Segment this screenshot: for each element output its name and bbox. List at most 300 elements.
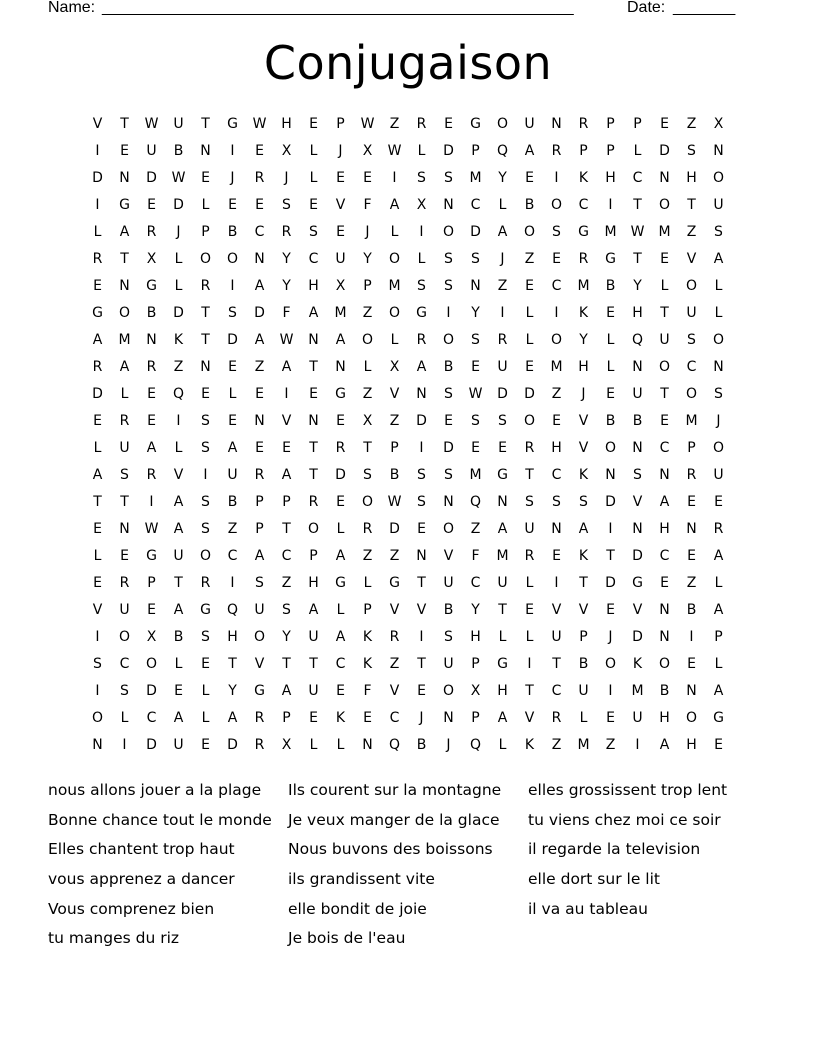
grid-letter: E — [255, 440, 264, 456]
grid-letter: T — [309, 359, 318, 375]
grid-letter: V — [524, 710, 535, 726]
grid-letter: A — [92, 467, 103, 483]
grid-letter: G — [146, 548, 157, 564]
grid-letter: A — [308, 305, 319, 321]
grid-letter: H — [578, 359, 589, 375]
grid-letter: O — [361, 332, 374, 348]
grid-letter: Q — [226, 602, 239, 618]
grid-letter: Q — [388, 737, 401, 753]
grid-letter: Z — [281, 575, 292, 591]
grid-letter: X — [713, 116, 724, 132]
grid-letter: S — [444, 278, 453, 294]
grid-letter: R — [254, 467, 265, 483]
grid-letter: C — [227, 548, 238, 564]
grid-letter: G — [200, 602, 211, 618]
grid-letter: E — [147, 197, 156, 213]
grid-letter: L — [606, 332, 615, 348]
grid-letter: N — [119, 278, 130, 294]
grid-letter: E — [228, 413, 237, 429]
grid-letter: B — [443, 359, 454, 375]
grid-letter: Y — [471, 305, 480, 321]
grid-letter: L — [498, 629, 507, 645]
grid-letter: Y — [471, 602, 480, 618]
grid-letter: E — [525, 170, 534, 186]
grid-letter: Y — [363, 251, 372, 267]
grid-letter: U — [686, 305, 697, 321]
grid-letter: U — [524, 521, 535, 537]
word-list-item: nous allons jouer a la plage — [48, 781, 262, 799]
grid-letter: I — [635, 737, 640, 753]
grid-letter: B — [578, 656, 589, 672]
grid-letter: S — [120, 683, 129, 699]
grid-letter: P — [579, 629, 588, 645]
grid-letter: A — [713, 548, 724, 564]
grid-letter: V — [92, 116, 103, 132]
grid-letter: N — [146, 332, 157, 348]
grid-letter: J — [176, 224, 181, 240]
grid-letter: G — [470, 116, 481, 132]
grid-letter: N — [443, 710, 454, 726]
grid-letter: Z — [686, 575, 697, 591]
grid-letter: D — [227, 332, 238, 348]
grid-letter: D — [389, 521, 400, 537]
grid-letter: G — [497, 656, 508, 672]
grid-letter: T — [282, 521, 291, 537]
grid-letter: E — [363, 710, 372, 726]
grid-letter: L — [228, 386, 237, 402]
grid-letter: S — [282, 197, 291, 213]
grid-letter: D — [443, 143, 454, 159]
grid-letter: E — [201, 656, 210, 672]
grid-letter: N — [632, 359, 643, 375]
grid-letter: D — [416, 413, 427, 429]
grid-letter: M — [685, 413, 698, 429]
grid-letter: P — [282, 710, 291, 726]
grid-letter: O — [145, 656, 158, 672]
grid-letter: D — [335, 467, 346, 483]
grid-letter: T — [309, 467, 318, 483]
grid-letter: E — [606, 710, 615, 726]
grid-letter: W — [387, 143, 402, 159]
grid-letter: B — [443, 602, 454, 618]
grid-row — [84, 678, 732, 705]
grid-letter: H — [308, 278, 319, 294]
grid-letter: A — [524, 143, 535, 159]
grid-letter: R — [362, 521, 373, 537]
grid-letter: O — [523, 224, 536, 240]
grid-letter: M — [577, 278, 590, 294]
grid-letter: I — [176, 413, 181, 429]
grid-letter: B — [146, 305, 157, 321]
grid-letter: O — [658, 656, 671, 672]
grid-letter: C — [146, 710, 157, 726]
grid-letter: H — [281, 116, 292, 132]
grid-letter: D — [146, 683, 157, 699]
grid-letter: A — [335, 548, 346, 564]
grid-letter: Q — [469, 494, 482, 510]
grid-letter: K — [362, 629, 373, 645]
grid-letter: A — [713, 683, 724, 699]
grid-letter: P — [147, 575, 156, 591]
word-list-item: tu viens chez moi ce soir — [528, 810, 721, 829]
grid-letter: T — [363, 440, 372, 456]
grid-letter: Z — [389, 656, 400, 672]
word-list-item: elles grossissent trop lent — [528, 781, 728, 799]
grid-letter: X — [146, 629, 157, 645]
grid-letter: Z — [389, 548, 400, 564]
grid-letter: Z — [524, 251, 535, 267]
grid-letter: L — [633, 143, 642, 159]
grid-letter: K — [578, 305, 589, 321]
grid-letter: R — [578, 116, 589, 132]
grid-letter: U — [524, 116, 535, 132]
grid-letter: N — [416, 548, 427, 564]
grid-letter: Y — [282, 629, 291, 645]
grid-letter: I — [689, 629, 694, 645]
grid-letter: D — [659, 143, 670, 159]
grid-letter: C — [551, 683, 562, 699]
grid-letter: Z — [686, 116, 697, 132]
grid-letter: L — [309, 170, 318, 186]
grid-letter: X — [281, 143, 292, 159]
grid-letter: E — [120, 548, 129, 564]
grid-letter: P — [579, 143, 588, 159]
grid-letter: N — [119, 521, 130, 537]
grid-letter: V — [551, 602, 562, 618]
word-list-column-3 — [528, 777, 768, 925]
grid-letter: L — [174, 278, 183, 294]
grid-letter: L — [174, 251, 183, 267]
grid-letter: U — [713, 467, 724, 483]
grid-letter: O — [91, 710, 104, 726]
grid-letter: N — [416, 386, 427, 402]
grid-letter: D — [524, 386, 535, 402]
grid-letter: E — [336, 494, 345, 510]
grid-letter: Y — [579, 332, 588, 348]
grid-letter: A — [281, 359, 292, 375]
grid-letter: N — [713, 143, 724, 159]
grid-letter: S — [687, 332, 696, 348]
grid-letter: W — [468, 386, 483, 402]
grid-letter: S — [525, 494, 534, 510]
grid-letter: N — [713, 359, 724, 375]
grid-letter: X — [335, 278, 346, 294]
grid-letter: C — [551, 467, 562, 483]
grid-letter: L — [390, 332, 399, 348]
grid-letter: L — [417, 251, 426, 267]
grid-letter: T — [525, 683, 534, 699]
grid-letter: U — [497, 575, 508, 591]
grid-letter: G — [92, 305, 103, 321]
grid-letter: E — [147, 386, 156, 402]
grid-letter: D — [443, 440, 454, 456]
grid-letter: I — [419, 440, 424, 456]
grid-letter: P — [714, 629, 723, 645]
grid-letter: R — [524, 548, 535, 564]
grid-letter: M — [469, 170, 482, 186]
grid-letter: I — [500, 305, 505, 321]
grid-letter: L — [714, 656, 723, 672]
grid-letter: I — [230, 575, 235, 591]
grid-row — [84, 705, 732, 732]
grid-letter: E — [417, 683, 426, 699]
grid-letter: E — [228, 359, 237, 375]
grid-letter: Z — [173, 359, 184, 375]
grid-letter: E — [714, 494, 723, 510]
grid-letter: N — [308, 332, 319, 348]
grid-letter: D — [605, 494, 616, 510]
grid-letter: U — [227, 467, 238, 483]
grid-letter: A — [173, 710, 184, 726]
grid-letter: P — [471, 143, 480, 159]
grid-letter: O — [361, 494, 374, 510]
grid-letter: V — [389, 683, 400, 699]
grid-letter: O — [712, 440, 725, 456]
grid-row — [84, 597, 732, 624]
grid-letter: E — [309, 116, 318, 132]
word-list — [48, 777, 768, 977]
grid-letter: P — [390, 440, 399, 456]
grid-letter: D — [173, 305, 184, 321]
grid-letter: L — [525, 629, 534, 645]
grid-letter: P — [606, 116, 615, 132]
grid-letter: D — [632, 548, 643, 564]
grid-letter: P — [471, 710, 480, 726]
grid-letter: Z — [686, 224, 697, 240]
grid-letter: P — [336, 116, 345, 132]
grid-letter: S — [552, 224, 561, 240]
grid-letter: E — [255, 197, 264, 213]
grid-letter: N — [92, 737, 103, 753]
grid-row — [84, 165, 732, 192]
grid-letter: E — [417, 521, 426, 537]
grid-letter: U — [632, 710, 643, 726]
grid-letter: T — [201, 305, 210, 321]
grid-letter: E — [336, 170, 345, 186]
grid-letter: I — [608, 197, 613, 213]
grid-letter: X — [146, 251, 157, 267]
grid-letter: L — [201, 710, 210, 726]
grid-letter: S — [417, 467, 426, 483]
grid-letter: O — [388, 251, 401, 267]
grid-letter: I — [608, 521, 613, 537]
grid-letter: S — [471, 251, 480, 267]
grid-letter: G — [632, 575, 643, 591]
grid-letter: S — [201, 494, 210, 510]
grid-letter: O — [658, 197, 671, 213]
grid-letter: W — [279, 332, 294, 348]
grid-letter: I — [95, 143, 100, 159]
grid-letter: Z — [362, 386, 373, 402]
grid-letter: S — [714, 224, 723, 240]
word-search-grid — [84, 111, 732, 759]
word-list-column-1 — [48, 777, 288, 955]
grid-letter: L — [363, 359, 372, 375]
grid-row — [84, 462, 732, 489]
grid-letter: L — [336, 521, 345, 537]
grid-letter: O — [199, 251, 212, 267]
grid-letter: B — [227, 494, 238, 510]
grid-letter: A — [227, 440, 238, 456]
grid-letter: Z — [551, 386, 562, 402]
grid-letter: D — [227, 737, 238, 753]
grid-letter: M — [118, 332, 131, 348]
grid-letter: O — [712, 332, 725, 348]
grid-letter: W — [387, 494, 402, 510]
grid-letter: A — [713, 251, 724, 267]
grid-letter: A — [713, 602, 724, 618]
grid-letter: O — [685, 710, 698, 726]
grid-letter: E — [444, 116, 453, 132]
grid-letter: L — [363, 575, 372, 591]
grid-row — [84, 381, 732, 408]
grid-row — [84, 651, 732, 678]
grid-letter: A — [92, 332, 103, 348]
grid-row — [84, 732, 732, 759]
grid-row — [84, 327, 732, 354]
grid-letter: H — [659, 710, 670, 726]
grid-letter: E — [93, 278, 102, 294]
grid-letter: T — [417, 575, 426, 591]
grid-letter: E — [660, 575, 669, 591]
grid-letter: C — [254, 224, 265, 240]
grid-letter: L — [525, 575, 534, 591]
grid-letter: D — [146, 170, 157, 186]
grid-row — [84, 516, 732, 543]
grid-letter: R — [200, 575, 211, 591]
grid-letter: I — [554, 575, 559, 591]
grid-letter: A — [416, 359, 427, 375]
grid-letter: T — [633, 251, 642, 267]
grid-letter: A — [281, 467, 292, 483]
grid-letter: W — [252, 116, 267, 132]
grid-letter: J — [446, 737, 451, 753]
grid-row — [84, 138, 732, 165]
grid-letter: T — [120, 251, 129, 267]
grid-letter: A — [119, 359, 130, 375]
grid-letter: X — [416, 197, 427, 213]
grid-letter: L — [390, 224, 399, 240]
grid-letter: O — [496, 116, 509, 132]
grid-letter: L — [714, 278, 723, 294]
grid-letter: F — [282, 305, 291, 321]
grid-letter: K — [524, 737, 535, 753]
grid-letter: E — [93, 521, 102, 537]
grid-letter: V — [578, 602, 589, 618]
grid-letter: D — [173, 197, 184, 213]
grid-letter: Z — [470, 521, 481, 537]
grid-letter: V — [632, 602, 643, 618]
grid-letter: G — [389, 575, 400, 591]
grid-letter: M — [334, 305, 347, 321]
grid-letter: C — [632, 170, 643, 186]
grid-letter: J — [365, 224, 370, 240]
grid-letter: C — [470, 575, 481, 591]
grid-letter: G — [227, 116, 238, 132]
grid-letter: Z — [551, 737, 562, 753]
grid-letter: N — [659, 467, 670, 483]
grid-letter: I — [419, 224, 424, 240]
grid-letter: W — [171, 170, 186, 186]
grid-letter: A — [119, 224, 130, 240]
grid-letter: A — [659, 737, 670, 753]
grid-letter: P — [201, 224, 210, 240]
grid-letter: H — [551, 440, 562, 456]
grid-letter: L — [525, 305, 534, 321]
grid-letter: O — [604, 656, 617, 672]
grid-letter: X — [281, 737, 292, 753]
grid-letter: O — [685, 386, 698, 402]
grid-letter: E — [687, 656, 696, 672]
grid-letter: E — [309, 197, 318, 213]
grid-letter: G — [713, 710, 724, 726]
grid-letter: Y — [498, 170, 507, 186]
grid-letter: R — [551, 710, 562, 726]
grid-letter: B — [605, 413, 616, 429]
grid-letter: D — [92, 386, 103, 402]
grid-letter: A — [335, 332, 346, 348]
grid-letter: T — [552, 656, 561, 672]
grid-letter: A — [227, 710, 238, 726]
grid-letter: I — [419, 629, 424, 645]
grid-letter: C — [551, 278, 562, 294]
grid-letter: R — [281, 224, 292, 240]
grid-letter: T — [660, 386, 669, 402]
grid-letter: E — [201, 170, 210, 186]
grid-letter: I — [554, 305, 559, 321]
grid-letter: N — [632, 521, 643, 537]
grid-letter: Z — [362, 305, 373, 321]
grid-row — [84, 300, 732, 327]
grid-letter: T — [525, 467, 534, 483]
grid-letter: G — [578, 224, 589, 240]
grid-letter: R — [92, 251, 103, 267]
word-list-item: Je veux manger de la glace — [288, 810, 500, 829]
grid-letter: Q — [631, 332, 644, 348]
grid-letter: E — [309, 386, 318, 402]
grid-letter: R — [416, 116, 427, 132]
grid-letter: D — [632, 629, 643, 645]
grid-letter: E — [93, 575, 102, 591]
grid-letter: L — [309, 143, 318, 159]
grid-letter: I — [392, 170, 397, 186]
grid-letter: C — [470, 197, 481, 213]
grid-letter: D — [254, 305, 265, 321]
grid-letter: U — [443, 656, 454, 672]
grid-letter: M — [604, 224, 617, 240]
grid-letter: E — [228, 197, 237, 213]
grid-letter: T — [174, 575, 183, 591]
grid-letter: E — [282, 440, 291, 456]
word-list-item: Vous comprenez bien — [48, 899, 215, 918]
grid-letter: T — [120, 116, 129, 132]
grid-letter: V — [686, 251, 697, 267]
grid-letter: Z — [227, 521, 238, 537]
grid-letter: I — [284, 386, 289, 402]
grid-letter: T — [633, 197, 642, 213]
grid-letter: N — [470, 278, 481, 294]
name-label: Name: — [48, 0, 96, 16]
grid-letter: E — [93, 413, 102, 429]
grid-letter: S — [363, 467, 372, 483]
grid-letter: N — [659, 602, 670, 618]
grid-letter: S — [714, 386, 723, 402]
grid-letter: S — [579, 494, 588, 510]
grid-letter: P — [363, 278, 372, 294]
grid-row — [84, 246, 732, 273]
grid-letter: L — [336, 602, 345, 618]
grid-letter: R — [335, 440, 346, 456]
